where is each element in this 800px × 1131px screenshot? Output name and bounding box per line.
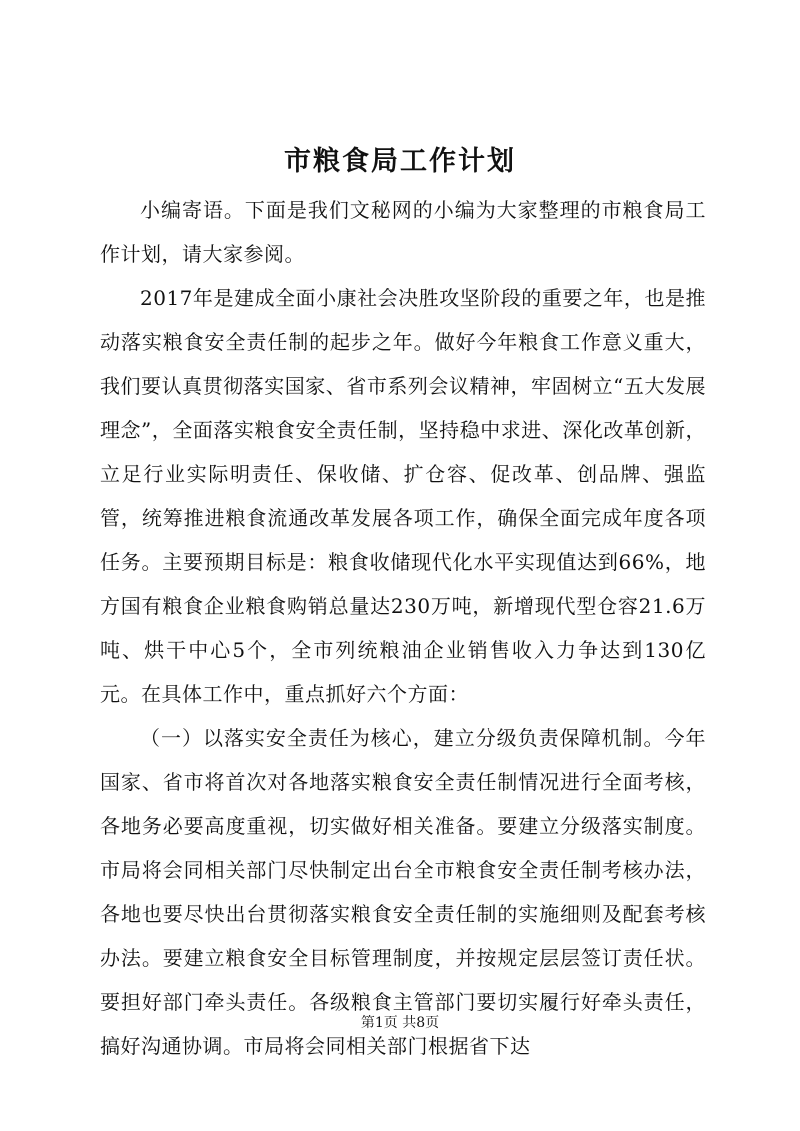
section-one-paragraph: （一）以落实安全责任为核心，建立分级负责保障机制。今年国家、省市将首次对各地落实粮食安全责任制情况进行全面考核，各地务必要高度重视，切实做好相关准备。要建立分级落实制度。市局将会同相关部门尽快制定出台全市粮食安全责任制考核办法，各地也要尽快出台贯彻落实粮食安全责任制的实施细则及配套考核办法。要建立粮食安全目标管理制度，并按规定层层签订责任状。要担好部门牵头责任。各级粮食主管部门要切实履行好牵头责任，搞好沟通协调。市局将会同相关部门根据省下达 [100,726,706,1058]
intro-paragraph: 小编寄语。下面是我们文秘网的小编为大家整理的市粮食局工作计划，请大家参阅。 [100,198,706,266]
document-title: 市粮食局工作计划 [284,146,516,177]
overview-paragraph: 2017年是建成全面小康社会决胜攻坚阶段的重要之年，也是推动落实粮食安全责任制的起步之年。做好今年粮食工作意义重大，我们要认真贯彻落实国家、省市系列会议精神，牢固树立“五大发展理念”，全面落实粮食安全责任制，坚持稳中求进、深化改革创新，立足行业实际明责任、保收储、扩仓容、促改革、创品牌、强监管，统筹推进粮食流通改革发展各项工作，确保全面完成年度各项任务。主要预期目标是：粮食收储现代化水平实现值达到66%，地方国有粮食企业粮食购销总量达230万吨，新增现代型仓容21.6万吨、烘干中心5个，全市列统粮油企业销售收入力争达到130亿元。在具体工作中，重点抓好六个方面： [100,286,706,706]
page-number-footer: 第1页 共8页 [360,1015,440,1031]
document-body [100,188,706,1068]
